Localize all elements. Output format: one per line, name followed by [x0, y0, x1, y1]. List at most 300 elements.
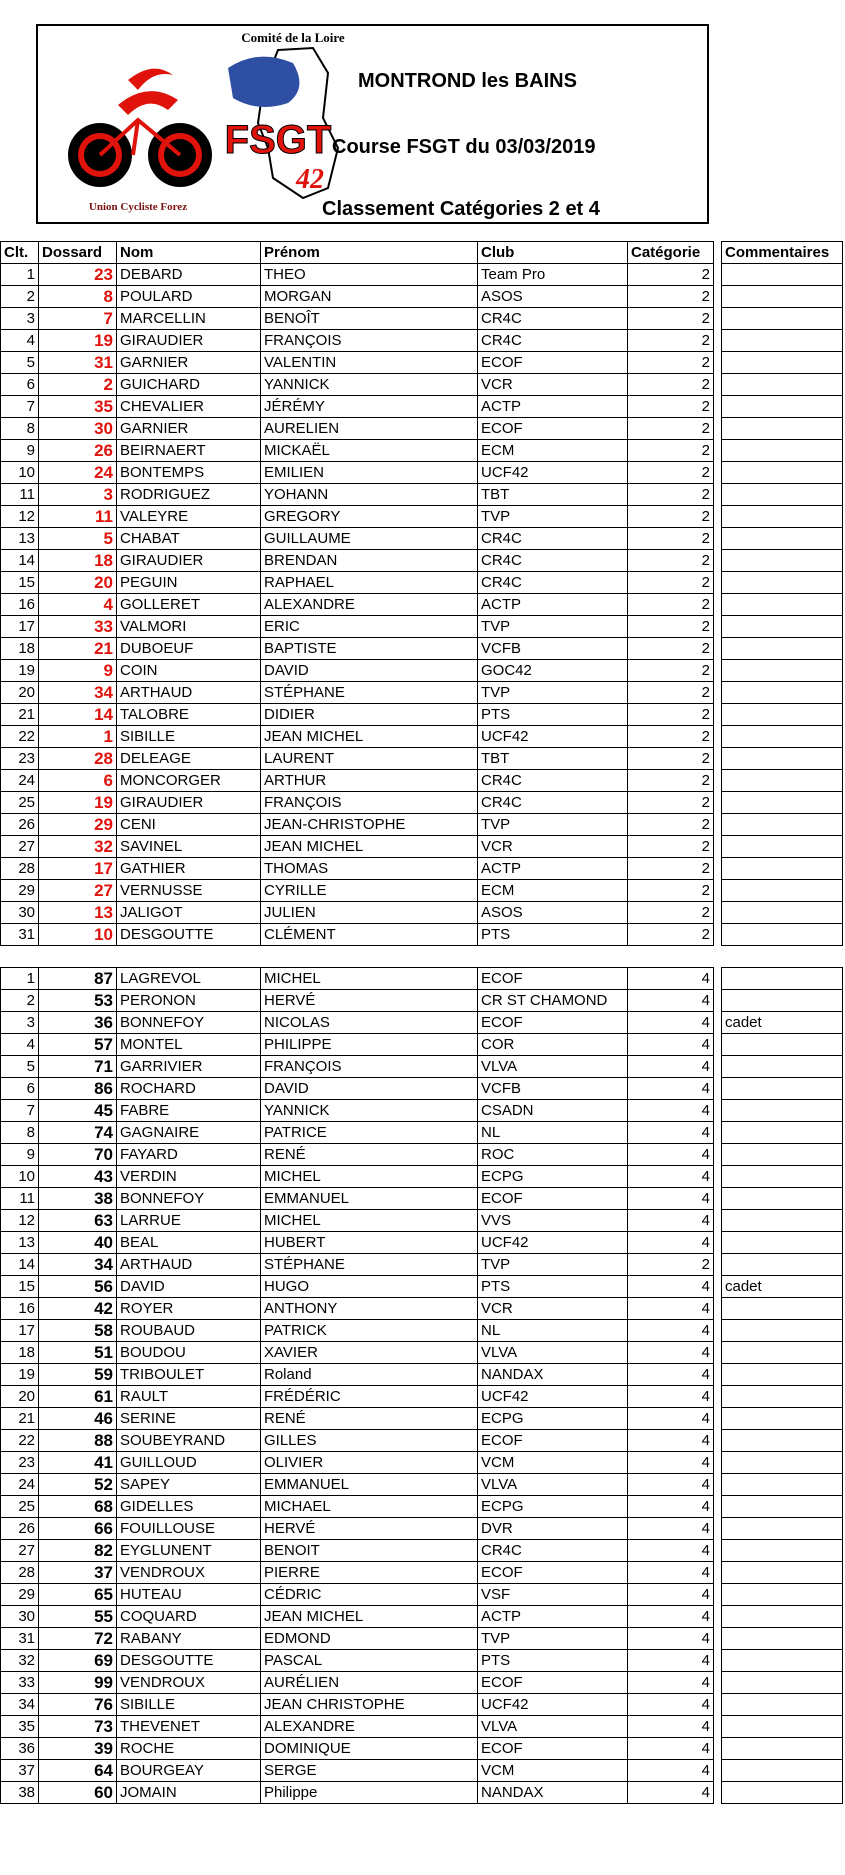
last-name-cell: GATHIER: [117, 858, 261, 880]
bib-cell: 23: [39, 264, 117, 286]
table-row: [1, 1232, 714, 1254]
last-name-cell: TRIBOULET: [117, 1364, 261, 1386]
rank-cell: 19: [1, 1364, 39, 1386]
comment-cell: [722, 1584, 843, 1606]
comment-cell: [722, 1606, 843, 1628]
last-name-cell: GARNIER: [117, 352, 261, 374]
category-cell: 4: [628, 1056, 714, 1078]
category-cell: 4: [628, 1298, 714, 1320]
bib-cell: 46: [39, 1408, 117, 1430]
club-cell: CR4C: [478, 330, 628, 352]
comment-row: [722, 1540, 843, 1562]
first-name-cell: CLÉMENT: [261, 924, 478, 946]
rank-cell: 25: [1, 792, 39, 814]
club-cell: VVS: [478, 1210, 628, 1232]
first-name-cell: FRANÇOIS: [261, 330, 478, 352]
comment-row: [722, 792, 843, 814]
table-row: [1, 1408, 714, 1430]
rank-cell: 4: [1, 1034, 39, 1056]
bib-cell: 21: [39, 638, 117, 660]
category-cell: 4: [628, 1408, 714, 1430]
comment-cell: [722, 1650, 843, 1672]
last-name-cell: MONTEL: [117, 1034, 261, 1056]
last-name-cell: ROYER: [117, 1298, 261, 1320]
comment-row: [722, 484, 843, 506]
category-cell: 2: [628, 792, 714, 814]
club-cell: ECOF: [478, 1430, 628, 1452]
comment-row: [722, 1760, 843, 1782]
comment-cell: [722, 572, 843, 594]
rank-cell: 3: [1, 1012, 39, 1034]
comment-row: [722, 1672, 843, 1694]
comment-row: [722, 770, 843, 792]
comment-cell: [722, 286, 843, 308]
comments-body: [722, 264, 843, 1804]
club-cell: ECM: [478, 880, 628, 902]
comment-cell: [722, 1364, 843, 1386]
club-cell: CR4C: [478, 550, 628, 572]
table-row: [1, 660, 714, 682]
comment-cell: [722, 1254, 843, 1276]
comment-row: [722, 1694, 843, 1716]
club-cell: ECOF: [478, 352, 628, 374]
comment-cell: [722, 396, 843, 418]
comment-row: [722, 594, 843, 616]
rank-cell: 26: [1, 814, 39, 836]
comment-row: [722, 880, 843, 902]
bib-cell: 2: [39, 374, 117, 396]
comment-cell: [722, 638, 843, 660]
fsgt-logo-text: FSGT: [224, 118, 332, 162]
comment-row: [722, 440, 843, 462]
club-cell: ECPG: [478, 1408, 628, 1430]
last-name-cell: DAVID: [117, 1276, 261, 1298]
first-name-cell: ARTHUR: [261, 770, 478, 792]
category-cell: 2: [628, 330, 714, 352]
last-name-cell: GIDELLES: [117, 1496, 261, 1518]
bib-cell: 32: [39, 836, 117, 858]
bib-cell: 82: [39, 1540, 117, 1562]
comment-row: [722, 1364, 843, 1386]
comment-cell: [722, 1298, 843, 1320]
last-name-cell: VENDROUX: [117, 1562, 261, 1584]
last-name-cell: DESGOUTTE: [117, 1650, 261, 1672]
table-row: [1, 616, 714, 638]
bib-cell: 17: [39, 858, 117, 880]
comment-cell: [722, 550, 843, 572]
first-name-cell: EDMOND: [261, 1628, 478, 1650]
club-cell: ECOF: [478, 1738, 628, 1760]
last-name-cell: PERONON: [117, 990, 261, 1012]
rank-cell: 30: [1, 1606, 39, 1628]
table-row: [1, 1210, 714, 1232]
results-body: [1, 264, 714, 1804]
rank-cell: 20: [1, 1386, 39, 1408]
last-name-cell: COIN: [117, 660, 261, 682]
club-cell: GOC42: [478, 660, 628, 682]
category-cell: 2: [628, 836, 714, 858]
comment-cell: [722, 1474, 843, 1496]
comment-row: [722, 1408, 843, 1430]
rank-cell: 22: [1, 1430, 39, 1452]
table-row: [1, 1584, 714, 1606]
table-row: [1, 594, 714, 616]
comment-cell: [722, 1342, 843, 1364]
table-row: [1, 990, 714, 1012]
category-cell: 2: [628, 484, 714, 506]
bib-cell: 20: [39, 572, 117, 594]
category-cell: 4: [628, 1650, 714, 1672]
club-cell: VCFB: [478, 1078, 628, 1100]
bib-cell: 41: [39, 1452, 117, 1474]
club-cell: ACTP: [478, 396, 628, 418]
rank-cell: 29: [1, 1584, 39, 1606]
comment-row: [722, 1232, 843, 1254]
category-cell: 2: [628, 726, 714, 748]
last-name-cell: ROCHARD: [117, 1078, 261, 1100]
comment-row: [722, 836, 843, 858]
category-cell: 4: [628, 1078, 714, 1100]
last-name-cell: FAYARD: [117, 1144, 261, 1166]
category-cell: 2: [628, 638, 714, 660]
table-row: [1, 902, 714, 924]
comment-cell: cadet: [722, 1012, 843, 1034]
comment-cell: [722, 374, 843, 396]
comment-row: [722, 286, 843, 308]
first-name-cell: JEAN MICHEL: [261, 836, 478, 858]
first-name-cell: GILLES: [261, 1430, 478, 1452]
category-cell: 4: [628, 1474, 714, 1496]
last-name-cell: DUBOEUF: [117, 638, 261, 660]
category-cell: 4: [628, 1320, 714, 1342]
comment-cell: [722, 462, 843, 484]
table-row: [1, 858, 714, 880]
bib-cell: 86: [39, 1078, 117, 1100]
comment-cell: [722, 1188, 843, 1210]
club-cell: CR4C: [478, 1540, 628, 1562]
last-name-cell: GIRAUDIER: [117, 550, 261, 572]
table-row: [1, 1672, 714, 1694]
bib-cell: 26: [39, 440, 117, 462]
first-name-cell: BENOÎT: [261, 308, 478, 330]
rank-cell: 5: [1, 1056, 39, 1078]
table-row: [1, 308, 714, 330]
category-cell: 2: [628, 572, 714, 594]
first-name-cell: JEAN MICHEL: [261, 726, 478, 748]
comment-row: [722, 1518, 843, 1540]
last-name-cell: ROUBAUD: [117, 1320, 261, 1342]
category-cell: 2: [628, 704, 714, 726]
rank-cell: 14: [1, 1254, 39, 1276]
comment-cell: [722, 748, 843, 770]
event-city: MONTROND les BAINS: [358, 70, 577, 92]
comment-cell: [722, 1452, 843, 1474]
rank-cell: 21: [1, 704, 39, 726]
club-cell: UCF42: [478, 1694, 628, 1716]
comment-cell: [722, 814, 843, 836]
first-name-cell: FRANÇOIS: [261, 792, 478, 814]
last-name-cell: BOURGEAY: [117, 1760, 261, 1782]
last-name-cell: POULARD: [117, 286, 261, 308]
comment-cell: [722, 1078, 843, 1100]
club-cell: TVP: [478, 1254, 628, 1276]
rank-cell: 23: [1, 748, 39, 770]
comment-row: [722, 550, 843, 572]
bib-cell: 45: [39, 1100, 117, 1122]
comment-cell: [722, 924, 843, 946]
category-cell: 4: [628, 1386, 714, 1408]
comment-cell: [722, 792, 843, 814]
comment-row: [722, 638, 843, 660]
bib-cell: 40: [39, 1232, 117, 1254]
comment-cell: [722, 1716, 843, 1738]
rank-cell: 37: [1, 1760, 39, 1782]
last-name-cell: GIRAUDIER: [117, 792, 261, 814]
bib-cell: 74: [39, 1122, 117, 1144]
club-cell: ASOS: [478, 902, 628, 924]
table-row: [1, 550, 714, 572]
category-cell: 2: [628, 264, 714, 286]
section-separator: [1, 946, 714, 968]
bib-cell: 37: [39, 1562, 117, 1584]
table-row: [1, 528, 714, 550]
comments-header: Commentaires: [722, 242, 843, 264]
bib-cell: 88: [39, 1430, 117, 1452]
first-name-cell: JÉRÉMY: [261, 396, 478, 418]
first-name-cell: DAVID: [261, 1078, 478, 1100]
table-row: [1, 1738, 714, 1760]
results-table: [0, 241, 714, 1804]
bib-cell: 58: [39, 1320, 117, 1342]
bib-cell: 65: [39, 1584, 117, 1606]
first-name-cell: RENÉ: [261, 1144, 478, 1166]
comment-row: [722, 990, 843, 1012]
last-name-cell: JOMAIN: [117, 1782, 261, 1804]
first-name-cell: JEAN MICHEL: [261, 1606, 478, 1628]
rank-cell: 14: [1, 550, 39, 572]
club-cell: TBT: [478, 484, 628, 506]
first-name-cell: EMMANUEL: [261, 1474, 478, 1496]
rank-cell: 19: [1, 660, 39, 682]
bib-cell: 33: [39, 616, 117, 638]
last-name-cell: VENDROUX: [117, 1672, 261, 1694]
club-cell: ECOF: [478, 968, 628, 990]
comment-cell: [722, 308, 843, 330]
first-name-cell: BRENDAN: [261, 550, 478, 572]
table-row: [1, 748, 714, 770]
rank-cell: 9: [1, 440, 39, 462]
comment-row: [722, 1342, 843, 1364]
last-name-cell: PEGUIN: [117, 572, 261, 594]
comment-row: [722, 1496, 843, 1518]
bib-cell: 24: [39, 462, 117, 484]
comment-cell: [722, 858, 843, 880]
comment-row: [722, 1584, 843, 1606]
last-name-cell: CENI: [117, 814, 261, 836]
bib-cell: 35: [39, 396, 117, 418]
category-cell: 2: [628, 308, 714, 330]
table-row: [1, 1386, 714, 1408]
category-cell: 4: [628, 1430, 714, 1452]
bib-cell: 30: [39, 418, 117, 440]
comment-row: [722, 814, 843, 836]
rank-cell: 28: [1, 858, 39, 880]
category-cell: 4: [628, 1562, 714, 1584]
last-name-cell: FOUILLOUSE: [117, 1518, 261, 1540]
table-row: [1, 1452, 714, 1474]
bib-cell: 27: [39, 880, 117, 902]
rank-cell: 10: [1, 1166, 39, 1188]
table-row: [1, 704, 714, 726]
last-name-cell: GUICHARD: [117, 374, 261, 396]
category-cell: 4: [628, 1188, 714, 1210]
club-cell: TVP: [478, 1628, 628, 1650]
comment-row: [722, 1298, 843, 1320]
club-cell: CR4C: [478, 528, 628, 550]
club-cell: ACTP: [478, 858, 628, 880]
comment-cell: [722, 1100, 843, 1122]
rank-cell: 1: [1, 264, 39, 286]
comment-row: [722, 352, 843, 374]
rank-cell: 25: [1, 1496, 39, 1518]
comment-cell: [722, 770, 843, 792]
comment-row: [722, 1144, 843, 1166]
comment-row: [722, 924, 843, 946]
rank-cell: 3: [1, 308, 39, 330]
comment-row: [722, 1166, 843, 1188]
rank-cell: 13: [1, 1232, 39, 1254]
category-cell: 4: [628, 1760, 714, 1782]
bib-cell: 42: [39, 1298, 117, 1320]
category-cell: 4: [628, 990, 714, 1012]
rank-cell: 32: [1, 1650, 39, 1672]
comment-row: [722, 462, 843, 484]
category-cell: 4: [628, 1672, 714, 1694]
table-row: [1, 792, 714, 814]
comment-row: [722, 1782, 843, 1804]
comment-row: [722, 396, 843, 418]
table-row: [1, 1364, 714, 1386]
bib-cell: 19: [39, 792, 117, 814]
category-cell: 2: [628, 858, 714, 880]
bib-cell: 4: [39, 594, 117, 616]
bib-cell: 10: [39, 924, 117, 946]
rank-header: Clt.: [1, 242, 39, 264]
table-row: [1, 286, 714, 308]
last-name-cell: ROCHE: [117, 1738, 261, 1760]
first-name-cell: BENOIT: [261, 1540, 478, 1562]
bib-cell: 9: [39, 660, 117, 682]
first-name-cell: Philippe: [261, 1782, 478, 1804]
category-cell: 4: [628, 1342, 714, 1364]
comment-row: [722, 1254, 843, 1276]
table-row: [1, 1562, 714, 1584]
last-name-cell: DELEAGE: [117, 748, 261, 770]
last-name-cell: DESGOUTTE: [117, 924, 261, 946]
first-name-cell: STÉPHANE: [261, 1254, 478, 1276]
bib-cell: 66: [39, 1518, 117, 1540]
comment-cell: [722, 836, 843, 858]
comment-row: [722, 1452, 843, 1474]
last-name-cell: GARNIER: [117, 418, 261, 440]
comment-row: [722, 1738, 843, 1760]
rank-cell: 35: [1, 1716, 39, 1738]
first-name-cell: Roland: [261, 1364, 478, 1386]
classification-title: Classement Catégories 2 et 4: [322, 198, 600, 220]
rank-cell: 11: [1, 484, 39, 506]
first-name-cell: JEAN CHRISTOPHE: [261, 1694, 478, 1716]
category-cell: 4: [628, 1716, 714, 1738]
comment-row: [722, 1078, 843, 1100]
comment-row: [722, 1474, 843, 1496]
category-cell: 4: [628, 1628, 714, 1650]
table-row: [1, 1540, 714, 1562]
first-name-cell: ANTHONY: [261, 1298, 478, 1320]
bib-cell: 69: [39, 1650, 117, 1672]
club-cell: ECPG: [478, 1166, 628, 1188]
rank-cell: 33: [1, 1672, 39, 1694]
category-cell: 4: [628, 1210, 714, 1232]
rank-cell: 8: [1, 418, 39, 440]
table-row: [1, 880, 714, 902]
rank-cell: 11: [1, 1188, 39, 1210]
first-name-cell: DIDIER: [261, 704, 478, 726]
club-logo-text: Union Cycliste Forez: [88, 201, 188, 213]
category-cell: 2: [628, 374, 714, 396]
comment-cell: [722, 1386, 843, 1408]
first-name-cell: THEO: [261, 264, 478, 286]
category-cell: 4: [628, 1166, 714, 1188]
bib-cell: 5: [39, 528, 117, 550]
table-row: [1, 1320, 714, 1342]
table-row: [1, 1254, 714, 1276]
first-name-cell: LAURENT: [261, 748, 478, 770]
bib-cell: 64: [39, 1760, 117, 1782]
bib-cell: 14: [39, 704, 117, 726]
club-cell: DVR: [478, 1518, 628, 1540]
club-cell: CSADN: [478, 1100, 628, 1122]
comment-row: [722, 1210, 843, 1232]
club-cell: PTS: [478, 704, 628, 726]
bib-cell: 34: [39, 1254, 117, 1276]
first-name-cell: PASCAL: [261, 1650, 478, 1672]
rank-cell: 16: [1, 594, 39, 616]
comment-cell: [722, 726, 843, 748]
club-cell: NL: [478, 1320, 628, 1342]
table-row: [1, 1122, 714, 1144]
club-cell: TVP: [478, 814, 628, 836]
club-cell: CR4C: [478, 308, 628, 330]
last-name-cell: DEBARD: [117, 264, 261, 286]
rank-cell: 30: [1, 902, 39, 924]
rank-cell: 17: [1, 616, 39, 638]
comment-row: [722, 1276, 843, 1298]
comment-cell: [722, 1518, 843, 1540]
first-name-cell: XAVIER: [261, 1342, 478, 1364]
comment-cell: [722, 1562, 843, 1584]
category-cell: 4: [628, 968, 714, 990]
table-row: [1, 1100, 714, 1122]
rank-cell: 28: [1, 1562, 39, 1584]
last-name-cell: GOLLERET: [117, 594, 261, 616]
category-cell: 4: [628, 1452, 714, 1474]
last-name-cell: HUTEAU: [117, 1584, 261, 1606]
club-cell: ECOF: [478, 1188, 628, 1210]
last-name-cell: GAGNAIRE: [117, 1122, 261, 1144]
rank-cell: 20: [1, 682, 39, 704]
rank-cell: 36: [1, 1738, 39, 1760]
comment-cell: [722, 902, 843, 924]
